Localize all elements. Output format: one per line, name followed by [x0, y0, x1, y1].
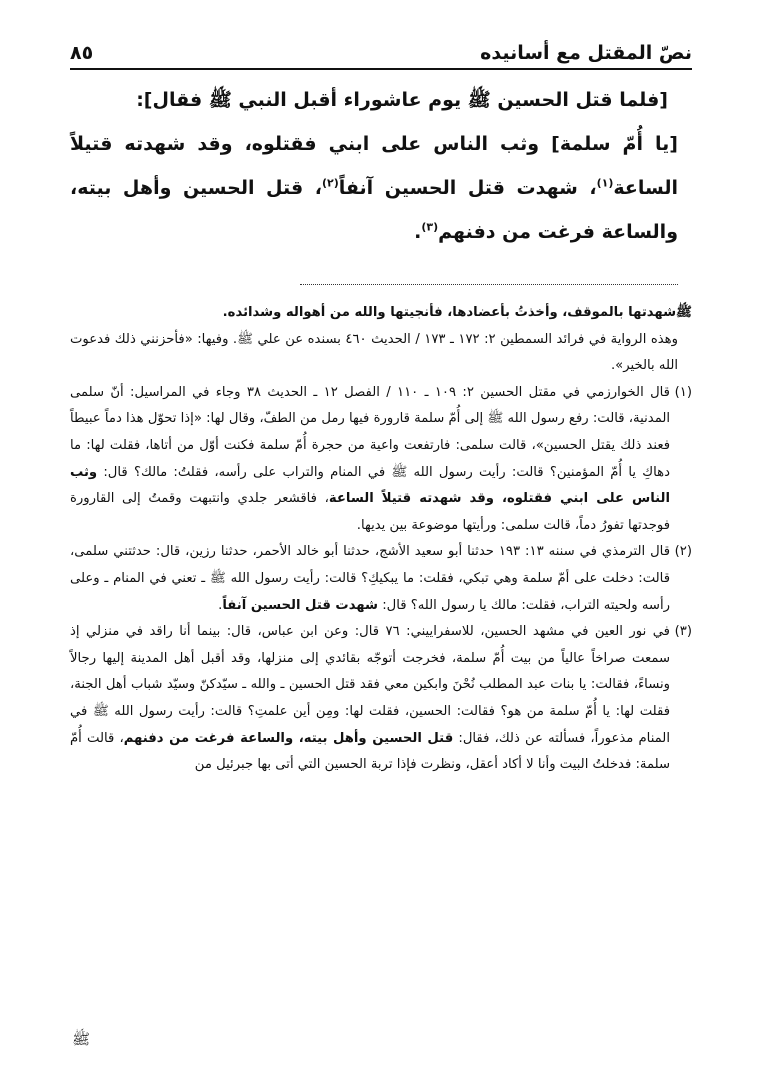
footnote-ref-2[interactable]: (٢) [321, 176, 339, 190]
footnote-3 [70, 619, 692, 779]
footnotes [70, 300, 692, 779]
running-title: نصّ المقتل مع أسانيده [480, 42, 692, 64]
page-end-mark: ﷺ [72, 1030, 91, 1048]
footnote-divider [300, 284, 678, 285]
footnote-1-text-c: ، فاقشعر جلدي وانتبهت وقمتُ إلى القارورة فوجدتها تفورُ دماً، قالت سلمى: ورأيتها موضوعة بين يديها. [70, 491, 670, 533]
main-text-part-b: ، شهدت قتل الحسين آنفاً [338, 177, 597, 199]
footnote-number-1: (١) [674, 384, 692, 400]
footnote-continuation-note: وهذه الرواية في فرائد السمطين ٢: ١٧٢ ـ ١٧٣ / الحديث ٤٦٠ بسنده عن علي ﷺ. وفيها: «فأحزنني ذلك فدعوت الله بالخير». [70, 331, 678, 374]
footnote-number-3: (٣) [674, 624, 692, 640]
footnote-1-bold: وثب الناس على ابني فقتلوه، وقد شهدته قتيلاً الساعة [70, 464, 671, 507]
footnote-body-3 [70, 619, 670, 779]
main-paragraph-2 [70, 122, 678, 254]
footnote-3-bold: قتل الحسين وأهل بيته، والساعة فرغت من دفنهم [123, 730, 454, 746]
footnote-3-text-a: في نور العين في مشهد الحسين، للاسفراييني: ٧٦ قال: وعن ابن عباس، قال: بينما أنا راقد في منزلي إذ سمعت صراخاً عالياً من بيت أُمّ سلمة، فخرجت أتوجّه بقائدي إلى منزلها، وقد أقبل أهل المدينة إليها رجالاً ونساءً، فقالت: يا بنات عبد المطلب نُحْنَ وابكين معي فقد قتل الحسين ـ والله ـ سيّدكنّ وسيّد شباب أهل الجنة، فقلت لها: يا أُمّ سلمة من هو؟ فقالت: الحسين، فقلت لها: ومِن أين علمتِ؟ قالت: رأيت رسول الله ﷺ في المنام مذعوراً، فسألته عن ذلك، فقال: [70, 624, 670, 746]
footnote-number-2: (٢) [674, 544, 692, 560]
main-paragraph-1: [فلما قتل الحسين ﷺ يوم عاشوراء أقبل النبي ﷺ فقال]: [136, 89, 668, 111]
footnote-2-text-a: قال الترمذي في سننه ١٣: ١٩٣ حدثنا أبو سعيد الأشج، حدثنا أبو خالد الأحمر، حدثنا رزين، قال: حدثتني سلمى، قالت: دخلت على أمّ سلمة وهي تبكي، فقلت: ما يبكيكِ؟ قالت: رأيت رسول الله ﷺ ـ تعني في المنام ـ وعلى رأسه ولحيته التراب، فقلت: مالك يا رسول الله؟ قال: [70, 544, 671, 613]
running-head [70, 30, 692, 70]
main-text-part-d: . [414, 221, 422, 243]
footnote-2-text-c: . [218, 597, 223, 613]
main-text-part-c: ، قتل الحسين وأهل بيته، والساعة فرغت من دفنهم [70, 177, 678, 243]
page-number: ٨٥ [70, 42, 94, 64]
footnote-2 [70, 539, 692, 619]
footnote-ref-1[interactable]: (١) [596, 176, 614, 190]
footnote-1-text-a: قال الخوارزمي في مقتل الحسين ٢: ١٠٩ ـ ١١٠ / الفصل ١٢ ـ الحديث ٣٨ وجاء في المراسيل: أنّ سلمى المدنية، قالت: رفع رسول الله ﷺ إلى أُمّ سلمة قارورة فيها رمل من الطفّ، وقال لها: «إذا تحوّل هذا دماً عبيطاً فعند ذلك يقتل الحسين»، قالت سلمى: فارتفعت واعية من حجرة أُمّ سلمة فكنت أوّل من أتاها، فقلت لها: ما دهاكِ يا أُمّ المؤمنين؟ قالت: رأيت رسول الله ﷺ في المنام والتراب على رأسه، فقلتُ: مالك؟ قال: [70, 384, 670, 480]
footnote-continuation: ﷺشهدتها بالموقف، وأخذتُ بأعضادها، فأنجيتها والله من أهواله وشدائده. [222, 305, 692, 320]
footnote-2-bold: شهدت قتل الحسين آنفاً [222, 597, 378, 613]
main-text [70, 78, 678, 254]
footnote-body-2 [70, 539, 670, 619]
main-text-part-a: [يا أُمّ سلمة] وثب الناس على ابني فقتلوه، وقد شهدته قتيلاً الساعة [70, 133, 678, 199]
footnote-1 [70, 380, 692, 540]
footnote-ref-3[interactable]: (٣) [421, 220, 439, 234]
footnote-3-text-c: ، قالت أُمّ سلمة: فدخلتُ البيت وأنا لا أكاد أعقل، ونظرت فإذا تربة الحسين التي أتى بها جبرئيل من [70, 730, 670, 773]
footnote-body-1 [70, 380, 670, 540]
